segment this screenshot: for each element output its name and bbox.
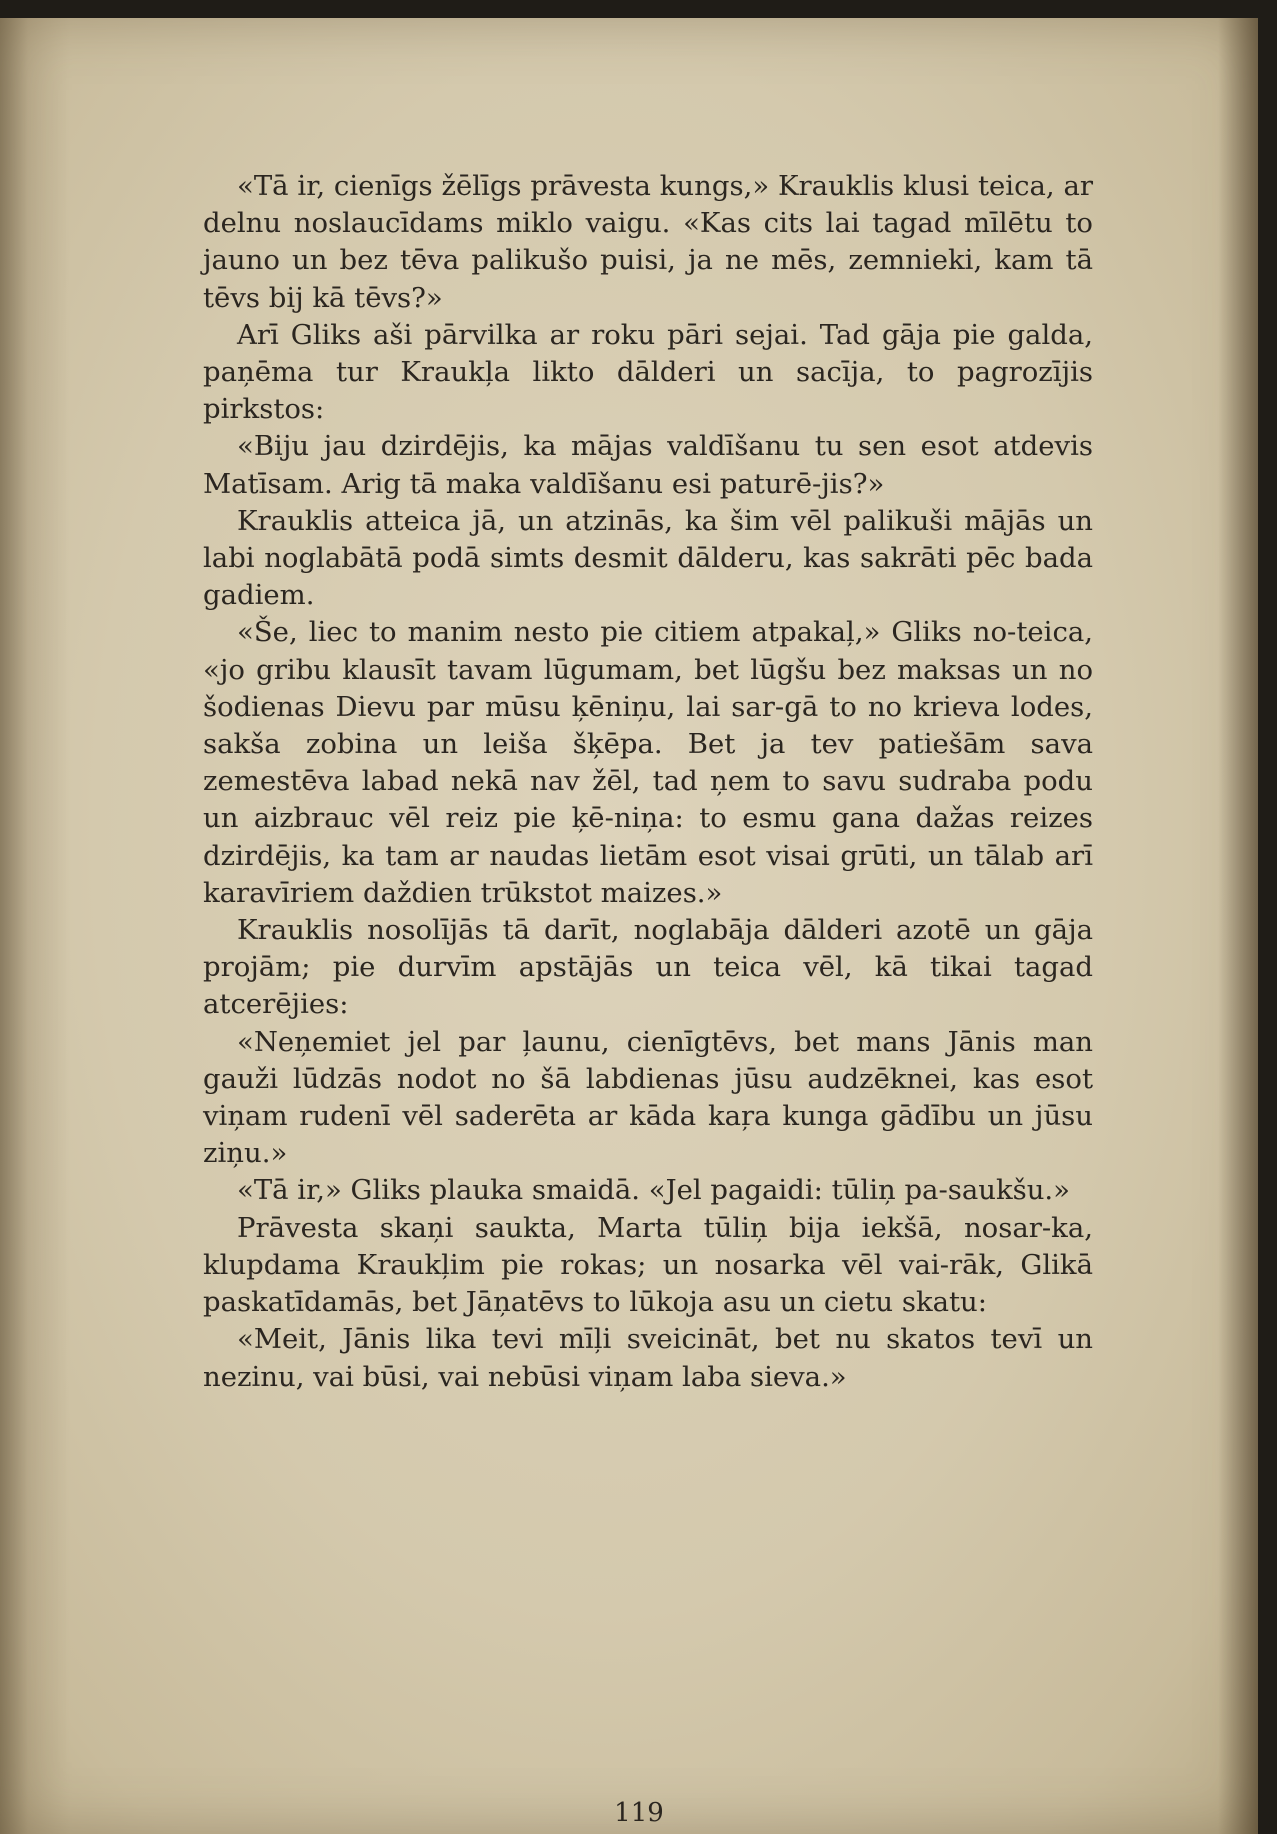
paragraph: «Tā ir, cienīgs žēlīgs prāvesta kungs,» Krauklis klusi teica, ar delnu noslaucīdams miklo vaigu. «Kas cits lai tagad mīlētu to jauno un bez tēva palikušo puisi, ja ne mēs, zemnieki, kam tā tēvs bij kā tēvs?» [203, 170, 1093, 314]
page-number-container [0, 1798, 1258, 1828]
paragraph: «Meit, Jānis lika tevi mīļi sveicināt, bet nu skatos tevī un nezinu, vai būsi, vai nebūsi viņam laba sieva.» [203, 1323, 1093, 1393]
page-number: 119 [614, 1798, 664, 1828]
paragraph: Prāvesta skaņi saukta, Marta tūliņ bija iekšā, nosar-ka, klupdama Kraukļim pie rokas; un nosarka vēl vai-rāk, Glikā paskatīdamās, bet Jāņatēvs to lūkoja asu un cietu skatu: [203, 1211, 1093, 1319]
paragraph: «Biju jau dzirdējis, ka mājas valdīšanu tu sen esot atdevis Matīsam. Arig tā maka valdīšanu esi paturē-jis?» [203, 430, 1093, 500]
paragraph: «Neņemiet jel par ļaunu, cienīgtēvs, bet mans Jānis man gauži lūdzās nodot no šā labdienas jūsu audzēknei, kas esot viņam rudenī vēl saderēta ar kāda kaŗa kunga gādību un jūsu ziņu.» [203, 1025, 1093, 1170]
paragraph: «Tā ir,» Gliks plauka smaidā. «Jel pagaidi: tūliņ pa-saukšu.» [237, 1174, 1071, 1207]
body-text [203, 168, 1093, 1396]
paragraph: Krauklis nosolījās tā darīt, noglabāja dālderi azotē un gāja projām; pie durvīm apstājās un teica vēl, kā tikai tagad atcerējies: [203, 914, 1093, 1021]
paragraph: Krauklis atteica jā, un atzinās, ka šim vēl palikuši mājās un labi noglabātā podā simts desmit dālderu, kas sakrāti pēc bada gadiem. [203, 504, 1093, 612]
book-page [0, 18, 1258, 1834]
paragraph: Arī Gliks aši pārvilka ar roku pāri sejai. Tad gāja pie galda, paņēma tur Kraukļa likto dālderi un sacīja, to pagrozījis pirkstos: [203, 318, 1093, 426]
paragraph: «Še, liec to manim nesto pie citiem atpakaļ,» Gliks no-teica, «jo gribu klausīt tavam lūgumam, bet lūgšu bez maksas un no šodienas Dievu par mūsu ķēniņu, lai sar-gā to no krieva lodes, sakša zobina un leiša šķēpa. Bet ja tev patiešām sava zemestēva labad nekā nav žēl, tad ņem to savu sudraba podu un aizbrauc vēl reiz pie ķē-niņa: to esmu gana dažas reizes dzirdējis, ka tam ar naudas lietām esot visai grūti, un tālab arī karavīriem daždien trūkstot maizes.» [203, 616, 1093, 909]
